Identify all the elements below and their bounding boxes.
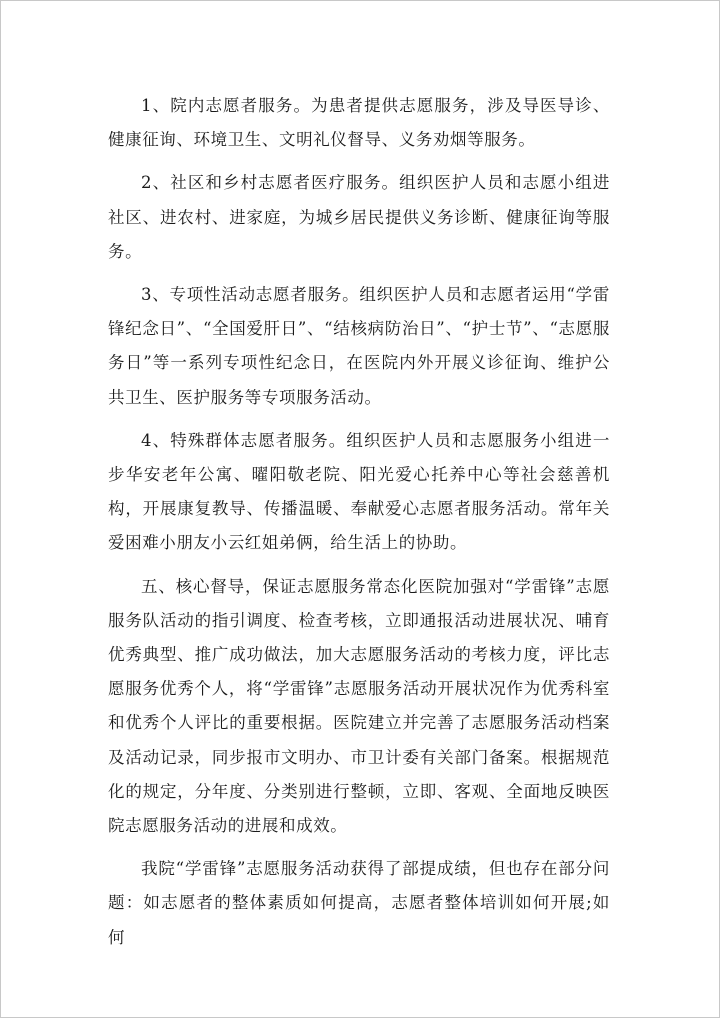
- paragraph-4: 4、特殊群体志愿者服务。组织医护人员和志愿服务小组进一步华安老年公寓、曜阳敬老院、阳光爱心托养中心等社会慈善机构，开展康复教导、传播温暖、奉献爱心志愿者服务活动。常年关爱困难小朋友小云红姐弟俩，给生活上的协助。: [108, 430, 610, 553]
- paragraph-2: 2、社区和乡村志愿者医疗服务。组织医护人员和志愿小组进社区、进农村、进家庭，为城乡居民提供义务诊断、健康征询等服务。: [108, 173, 610, 261]
- paragraph-3: 3、专项性活动志愿者服务。组织医护人员和志愿者运用“学雷锋纪念日”、“全国爱肝日”、“结核病防治日”、“护士节”、“志愿服务日”等一系列专项性纪念日，在医院内外开展义诊征询、维护公共卫生、医护服务等专项服务活动。: [108, 285, 610, 407]
- paragraph-6: 我院“学雷锋”志愿服务活动获得了部提成绩，但也存在部分问题：如志愿者的整体素质如何提高，志愿者整体培训如何开展;如何: [108, 859, 610, 947]
- paragraph-1: 1、院内志愿者服务。为患者提供志愿服务，涉及导医导诊、健康征询、环境卫生、文明礼仪督导、义务劝烟等服务。: [108, 96, 610, 150]
- document-body: [108, 89, 610, 955]
- paragraph-5: 五、核心督导，保证志愿服务常态化医院加强对“学雷锋”志愿服务队活动的指引调度、检查考核，立即通报活动进展状况、哺育优秀典型、推广成功做法，加大志愿服务活动的考核力度，评比志愿服务优秀个人，将“学雷锋”志愿服务活动开展状况作为优秀科室和优秀个人评比的重要根据。医院建立并完善了志愿服务活动档案及活动记录，同步报市文明办、市卫计委有关部门备案。根据规范化的规定，分年度、分类别进行整顿，立即、客观、全面地反映医院志愿服务活动的进展和成效。: [108, 576, 610, 836]
